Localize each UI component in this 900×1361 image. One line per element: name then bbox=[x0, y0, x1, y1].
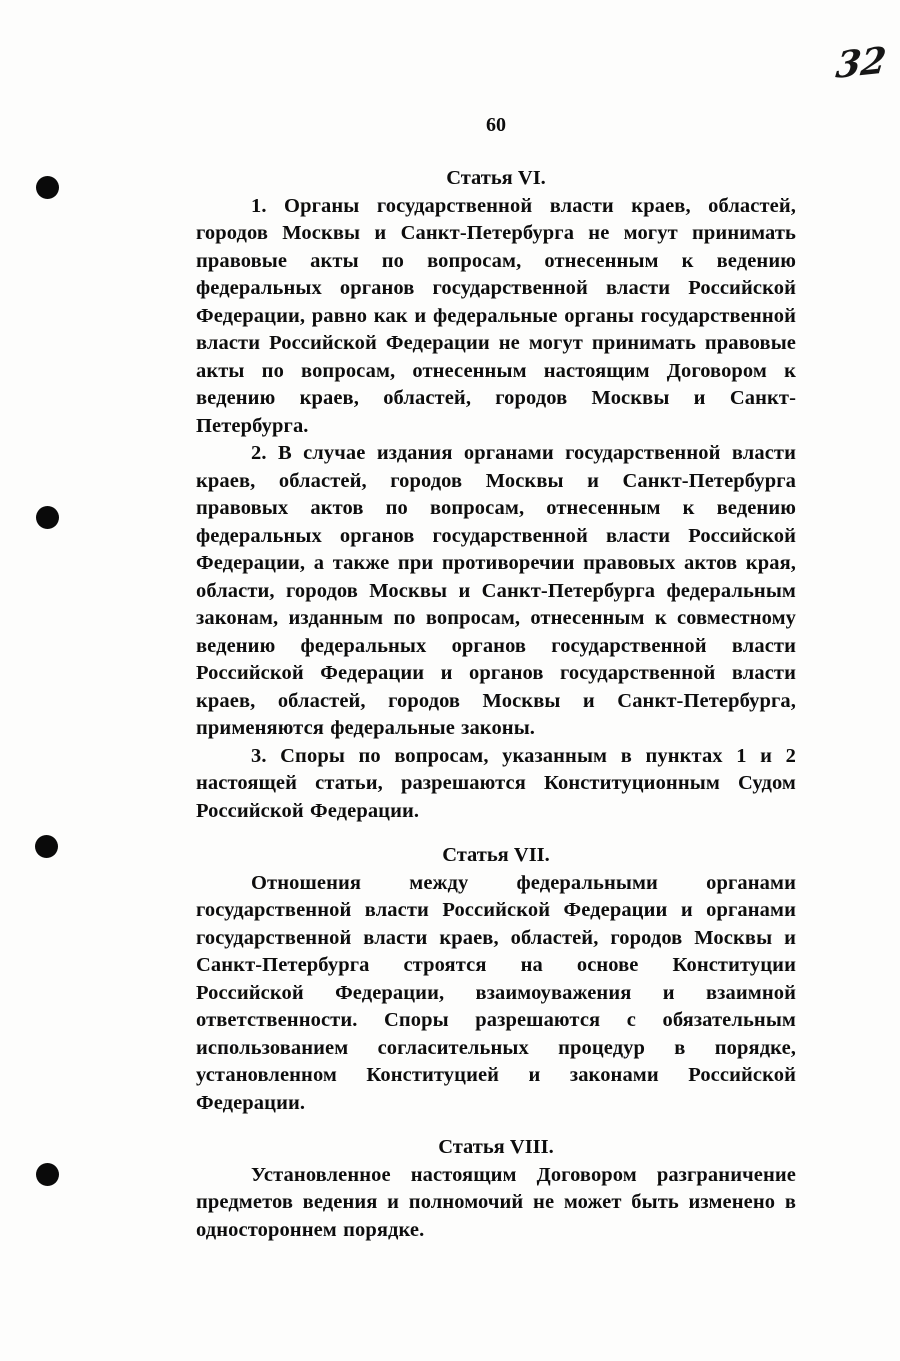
handwritten-page-annotation: 32 bbox=[833, 39, 889, 87]
article-viii-paragraph-1: Установленное настоящим Договором разграничение предметов ведения и полномочий не может быть изменено в одностороннем порядке. bbox=[196, 1163, 796, 1241]
article-vi-paragraph-2: 2. В случае издания органами государственной власти краев, областей, городов Москвы и Санкт-Петербурга правовых актов по вопросам, отнесенным к ведению федеральных органов государственной власти Российской Федерации, а также при противоречии правовых актов края, области, городов Москвы и Санкт-Петербурга федеральным законам, изданным по вопросам, отнесенным к совместному ведению федеральных органов государственной власти Российской Федерации и органов государственной власти краев, областей, городов Москвы и Санкт-Петербурга, применяются федеральные законы. bbox=[196, 442, 796, 739]
article-vi-heading: Статья VI. bbox=[446, 167, 546, 189]
punch-hole-mark-1 bbox=[36, 176, 59, 199]
punch-hole-mark-4 bbox=[36, 1163, 59, 1186]
article-vii-heading: Статья VII. bbox=[442, 844, 550, 866]
article-vi-paragraph-3: 3. Споры по вопросам, указанным в пунктах 1 и 2 настоящей статьи, разрешаются Конституционным Судом Российской Федерации. bbox=[196, 744, 796, 822]
article-viii-heading: Статья VIII. bbox=[438, 1136, 554, 1158]
page-number: 60 bbox=[486, 114, 506, 136]
article-vii-paragraph-1: Отношения между федеральными органами государственной власти Российской Федерации и органами государственной власти краев, областей, городов Москвы и Санкт-Петербурга строятся на основе Конституции Российской Федерации, взаимоуважения и взаимной ответственности. Споры разрешаются с обязательным использованием согласительных процедур в порядке, установленном Конституцией и законами Российской Федерации. bbox=[196, 871, 796, 1114]
punch-hole-mark-3 bbox=[35, 835, 58, 858]
punch-hole-mark-2 bbox=[36, 506, 59, 529]
article-vi-paragraph-1: 1. Органы государственной власти краев, областей, городов Москвы и Санкт-Петербурга не могут принимать правовые акты по вопросам, отнесенным к ведению федеральных органов государственной власти Российской Федерации, равно как и федеральные органы государственной власти Российской Федерации не могут принимать правовые акты по вопросам, отнесенным настоящим Договором к ведению краев, областей, городов Москвы и Санкт-Петербурга. bbox=[196, 194, 796, 437]
document-text-block bbox=[196, 0, 796, 1244]
